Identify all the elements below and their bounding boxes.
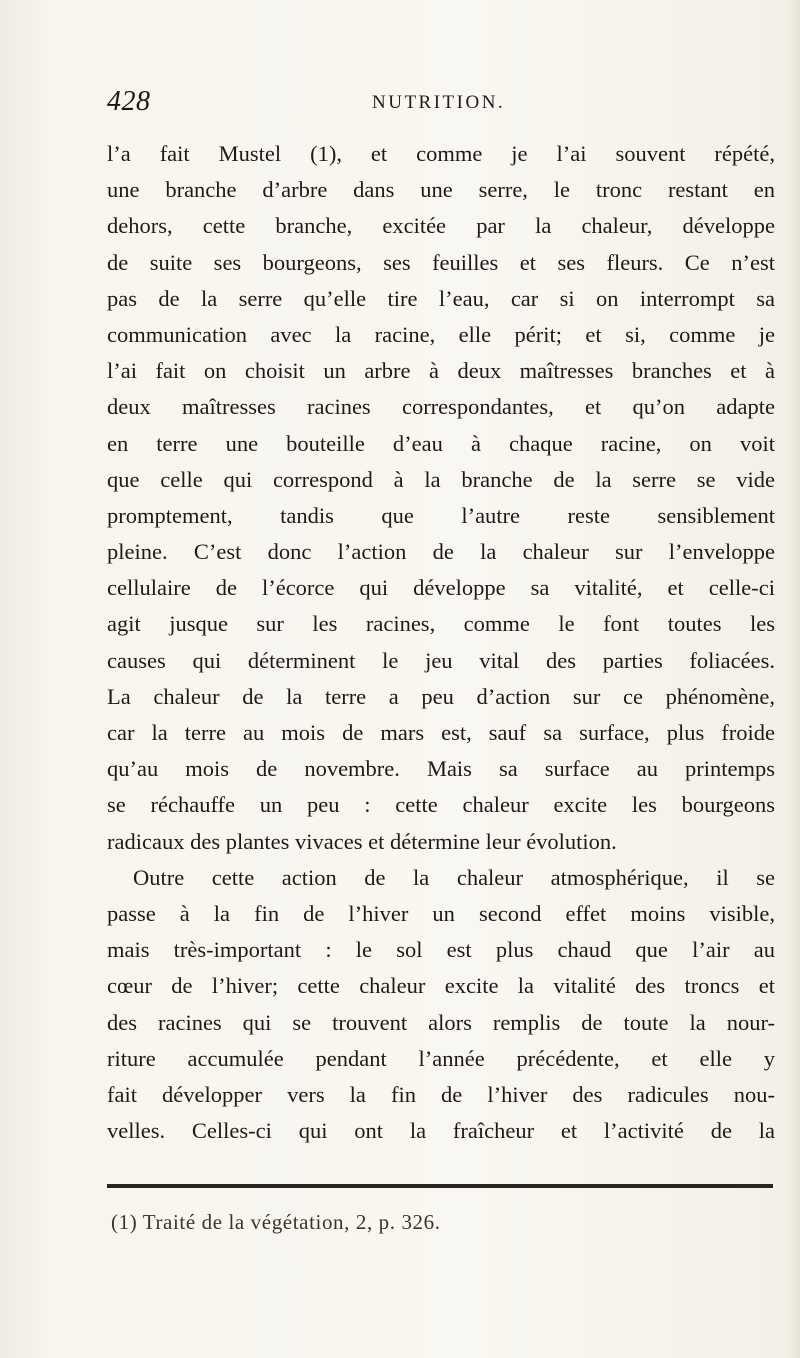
text-line: l’ai fait on choisit un arbre à deux maîtresses branches et à — [107, 358, 775, 384]
footnote: (1) Traité de la végétation, 2, p. 326. — [111, 1210, 441, 1234]
text-line: une branche d’arbre dans une serre, le tronc restant en — [107, 177, 775, 203]
text-line: causes qui déterminent le jeu vital des parties foliacées. — [107, 647, 775, 673]
text-line: deux maîtresses racines correspondantes, et qu’on adapte — [107, 394, 775, 420]
text-line: passe à la fin de l’hiver un second effet moins visible, — [107, 900, 775, 926]
text-line: qu’au mois de novembre. Mais sa surface au printemps — [107, 756, 775, 782]
body-text — [107, 136, 775, 1149]
page-edge-shadow — [786, 0, 800, 1358]
text-line: cellulaire de l’écorce qui développe sa vitalité, et celle-ci — [107, 575, 775, 601]
text-line: riture accumulée pendant l’année précédente, et elle y — [107, 1045, 775, 1071]
text-line: velles. Celles-ci qui ont la fraîcheur et l’activité de la — [107, 1118, 775, 1144]
text-line: car la terre au mois de mars est, sauf sa surface, plus froide — [107, 720, 775, 745]
footnote-rule — [107, 1184, 773, 1188]
text-line: agit jusque sur les racines, comme le font toutes les — [107, 611, 775, 637]
text-line: des racines qui se trouvent alors remplis de toute la nour- — [107, 1009, 775, 1035]
page-number: 428 — [107, 86, 151, 117]
text-line: dehors, cette branche, excitée par la chaleur, développe — [107, 213, 775, 239]
text-line: que celle qui correspond à la branche de la serre se vide — [107, 466, 775, 492]
text-line: La chaleur de la terre a peu d’action sur ce phénomène, — [107, 683, 775, 709]
text-line: pleine. C’est donc l’action de la chaleur sur l’enveloppe — [107, 539, 775, 565]
text-line: radicaux des plantes vivaces et détermine leur évolution. — [107, 828, 617, 854]
text-line: pas de la serre qu’elle tire l’eau, car si on interrompt sa — [107, 285, 775, 311]
running-head: NUTRITION. — [372, 92, 506, 113]
paragraph-start-line: Outre cette action de la chaleur atmosphérique, il se — [133, 864, 775, 890]
text-line: communication avec la racine, elle périt; et si, comme je — [107, 321, 775, 347]
page-header — [107, 86, 773, 122]
text-line: se réchauffe un peu : cette chaleur excite les bourgeons — [107, 792, 775, 818]
text-line: promptement, tandis que l’autre reste sensiblement — [107, 502, 775, 528]
text-line: de suite ses bourgeons, ses feuilles et ses fleurs. Ce n’est — [107, 249, 775, 275]
text-line: mais très-important : le sol est plus chaud que l’air au — [107, 937, 775, 963]
text-line: fait développer vers la fin de l’hiver des radicules nou- — [107, 1081, 775, 1107]
text-line: en terre une bouteille d’eau à chaque racine, on voit — [107, 430, 775, 456]
text-line: l’a fait Mustel (1), et comme je l’ai souvent répété, — [107, 141, 775, 166]
text-line: cœur de l’hiver; cette chaleur excite la vitalité des troncs et — [107, 973, 775, 999]
